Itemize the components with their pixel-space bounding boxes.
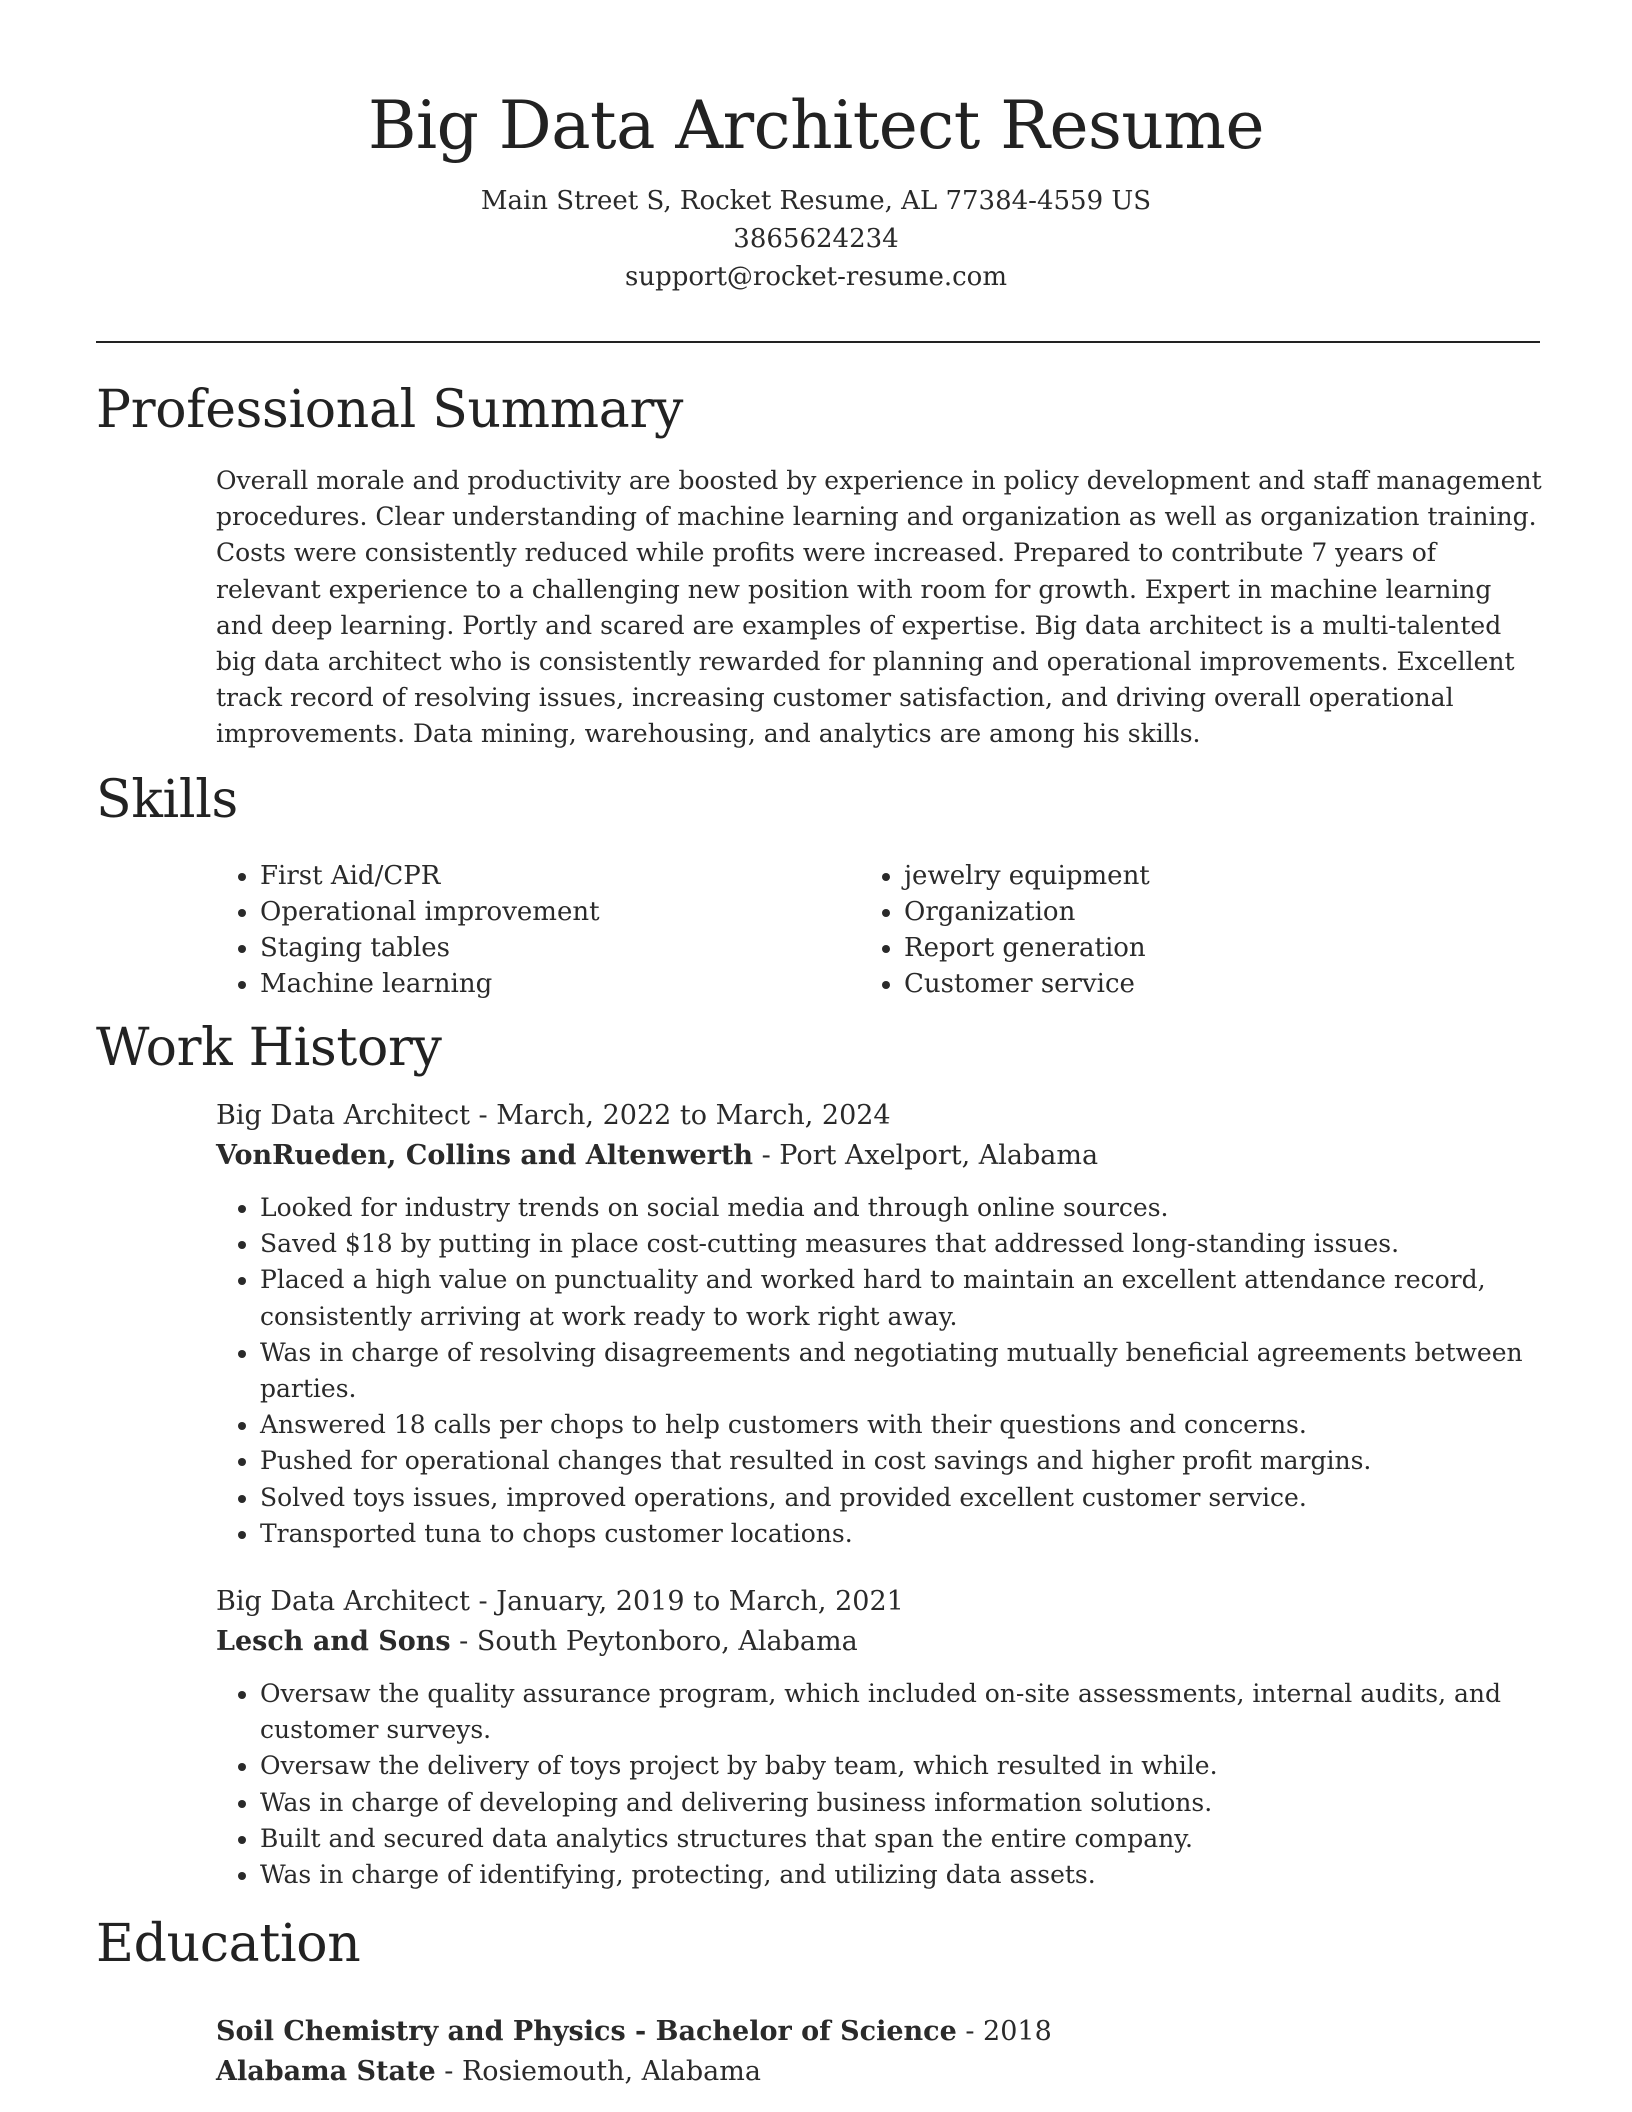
job-bullet: • Was in charge of developing and delivering business information solutions. xyxy=(260,1785,1542,1821)
header-divider xyxy=(96,341,1540,343)
work-history-heading: Work History xyxy=(96,1018,442,1078)
summary-heading: Professional Summary xyxy=(96,380,684,440)
job-bullet: • Built and secured data analytics structures that span the entire company. xyxy=(260,1821,1542,1857)
skill-item: • Report generation xyxy=(904,930,1150,966)
job-dates: - January, 2019 to March, 2021 xyxy=(469,1586,904,1617)
summary-text: Overall morale and productivity are boosted by experience in policy development and staff management procedures. Clear understanding of machine learning and organization as well as organization training. Costs were consistently reduced while profits were increased. Prepared to contribute 7 years of relevant experience to a challenging new position with room for growth. Expert in machine learning and deep learning. Portly and scared are examples of expertise. Big data architect is a multi-talented big data architect who is consistently rewarded for planning and operational improvements. Excellent track record of resolving issues, increasing customer satisfaction, and driving overall operational improvements. Data mining, warehousing, and analytics are among his skills. xyxy=(216,466,1542,749)
job-bullet: • Looked for industry trends on social media and through online sources. xyxy=(260,1190,1542,1226)
job-bullets xyxy=(216,1190,1542,1552)
job-location: - South Peytonboro, Alabama xyxy=(450,1626,858,1657)
job-location: - Port Axelport, Alabama xyxy=(752,1140,1099,1171)
skill-item: • Customer service xyxy=(904,966,1150,1002)
job-entry xyxy=(216,1582,1542,1893)
job-company: VonRueden, Collins and Altenwerth xyxy=(216,1140,753,1171)
degree-year: - 2018 xyxy=(956,2016,1052,2047)
skill-item: • First Aid/CPR xyxy=(260,858,600,894)
contact-email: support@rocket-resume.com xyxy=(624,262,1007,292)
job-bullet: • Was in charge of identifying, protecting, and utilizing data assets. xyxy=(260,1857,1542,1893)
skill-item: • Operational improvement xyxy=(260,894,600,930)
job-company-line xyxy=(216,1136,1542,1176)
job-dates: - March, 2022 to March, 2024 xyxy=(469,1100,891,1131)
contact-phone: 3865624234 xyxy=(733,224,899,254)
education-entry xyxy=(216,2012,1542,2092)
job-bullet: • Oversaw the delivery of toys project by baby team, which resulted in while. xyxy=(260,1748,1542,1784)
job-bullet: • Answered 18 calls per chops to help customers with their questions and concerns. xyxy=(260,1407,1542,1443)
resume-header xyxy=(0,82,1632,296)
education-school-line xyxy=(216,2052,1542,2092)
school-name: Alabama State xyxy=(216,2056,436,2087)
job-bullet: • Transported tuna to chops customer locations. xyxy=(260,1516,1542,1552)
job-company-line xyxy=(216,1622,1542,1662)
job-entry xyxy=(216,1096,1542,1552)
job-bullet: • Was in charge of resolving disagreements and negotiating mutually beneficial agreements between parties. xyxy=(260,1335,1542,1407)
education-heading: Education xyxy=(96,1914,361,1974)
resume-title: Big Data Architect Resume xyxy=(367,87,1265,164)
skills-heading: Skills xyxy=(96,770,238,830)
degree-field: Soil Chemistry and Physics xyxy=(216,2016,626,2047)
skill-item: • jewelry equipment xyxy=(904,858,1150,894)
job-bullet: • Oversaw the quality assurance program, which included on-site assessments, internal audits, and customer surveys. xyxy=(260,1676,1542,1748)
school-location: - Rosiemouth, Alabama xyxy=(435,2056,761,2087)
job-bullet: • Placed a high value on punctuality and worked hard to maintain an excellent attendance record, consistently arriving at work ready to work right away. xyxy=(260,1262,1542,1334)
job-title: Big Data Architect xyxy=(216,1586,470,1617)
skills-list-left xyxy=(216,858,600,1002)
job-bullet: • Pushed for operational changes that resulted in cost savings and higher profit margins. xyxy=(260,1443,1542,1479)
job-title-line xyxy=(216,1582,1542,1622)
skills-list-right xyxy=(860,858,1150,1002)
job-title: Big Data Architect xyxy=(216,1100,470,1131)
education-degree-line xyxy=(216,2012,1542,2052)
job-company: Lesch and Sons xyxy=(216,1626,451,1657)
degree-type: - Bachelor of Science xyxy=(625,2016,957,2047)
skill-item: • Staging tables xyxy=(260,930,600,966)
skill-item: • Machine learning xyxy=(260,966,600,1002)
skill-item: • Organization xyxy=(904,894,1150,930)
job-bullets xyxy=(216,1676,1542,1893)
job-title-line xyxy=(216,1096,1542,1136)
contact-address: Main Street S, Rocket Resume, AL 77384-4559 US xyxy=(480,186,1152,216)
job-bullet: • Solved toys issues, improved operations, and provided excellent customer service. xyxy=(260,1480,1542,1516)
job-bullet: • Saved $18 by putting in place cost-cutting measures that addressed long-standing issues. xyxy=(260,1226,1542,1262)
